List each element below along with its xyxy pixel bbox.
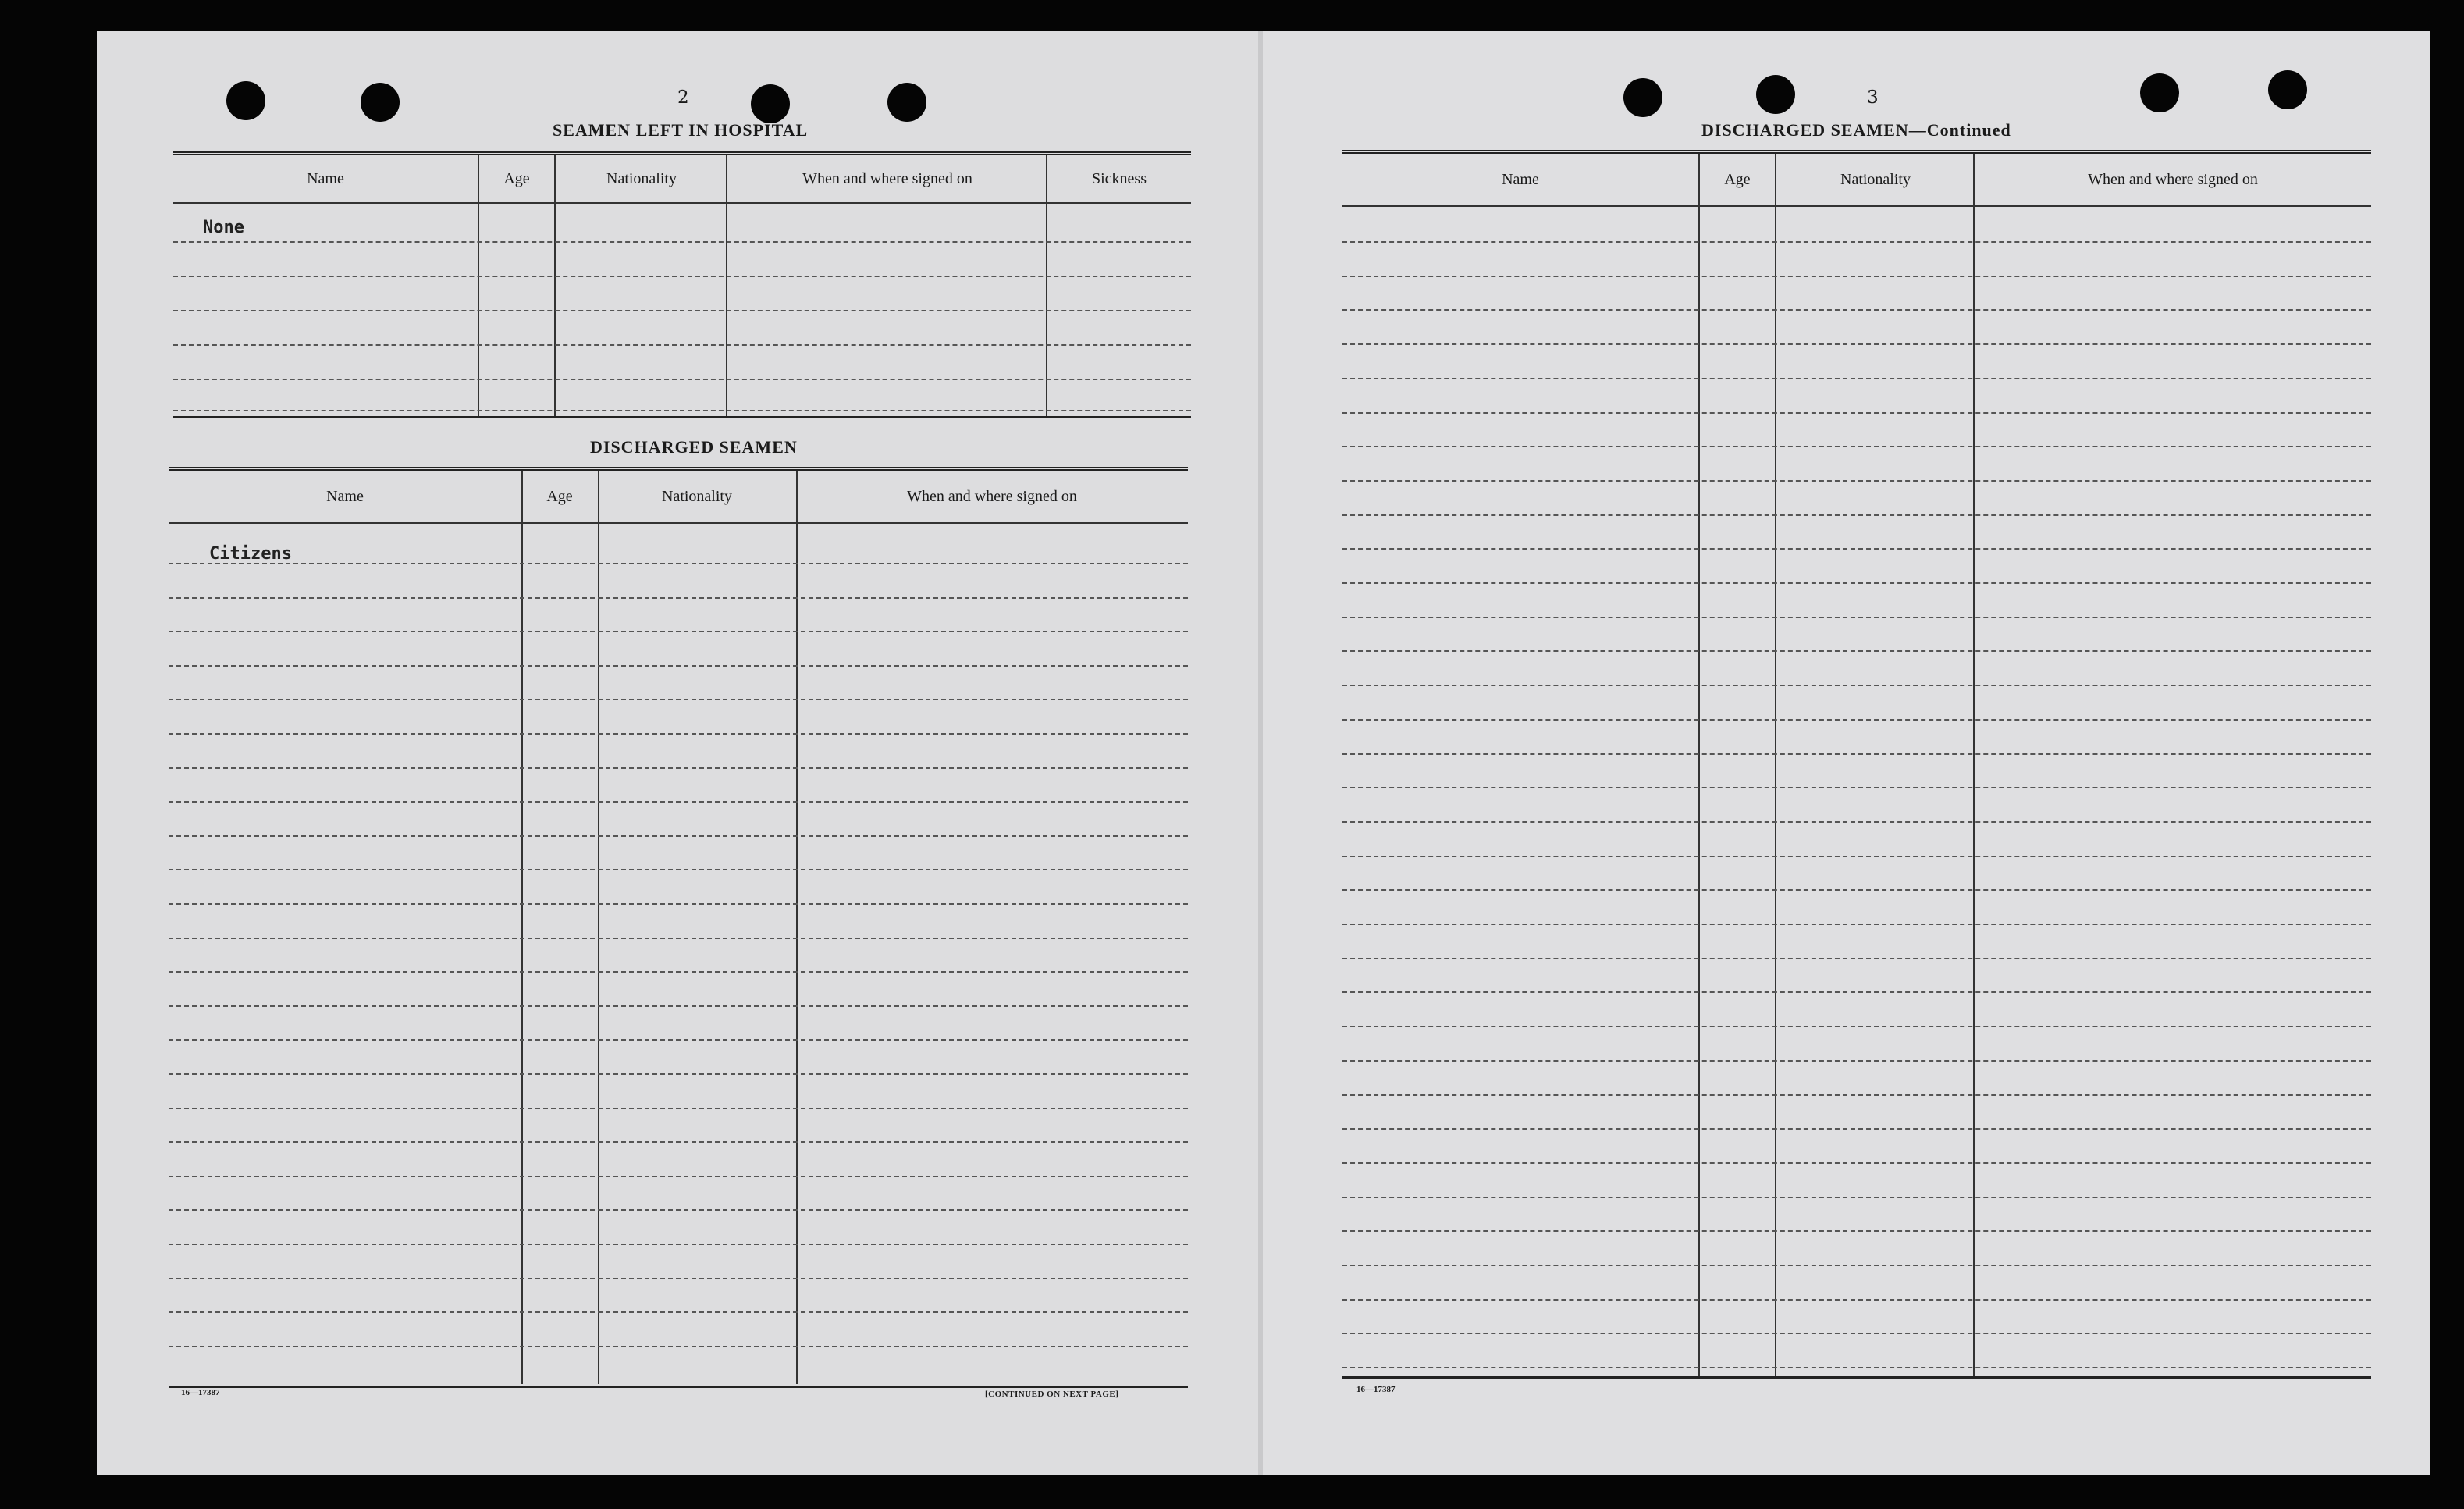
row-line bbox=[169, 835, 1188, 837]
column-divider bbox=[554, 155, 556, 416]
row-line bbox=[1342, 309, 2371, 311]
column-header-name: Name bbox=[307, 169, 344, 187]
table-cell-name: None bbox=[203, 218, 244, 237]
row-line bbox=[173, 241, 1191, 243]
row-line bbox=[169, 563, 1188, 564]
row-line bbox=[1342, 821, 2371, 823]
punch-hole bbox=[887, 83, 926, 122]
left-form-code: 16—17387 bbox=[181, 1388, 220, 1397]
row-line bbox=[173, 310, 1191, 311]
column-header-name: Name bbox=[326, 487, 364, 505]
page-gutter bbox=[1258, 31, 1263, 1475]
column-divider bbox=[1775, 154, 1776, 1376]
column-divider bbox=[1046, 155, 1047, 416]
row-line bbox=[169, 1005, 1188, 1007]
hospital-table-header bbox=[173, 155, 1191, 204]
row-line bbox=[169, 767, 1188, 769]
row-line bbox=[1342, 378, 2371, 379]
row-line bbox=[1342, 650, 2371, 652]
column-header-signed-on: When and where signed on bbox=[802, 169, 972, 187]
row-line bbox=[169, 1346, 1188, 1347]
column-header-signed-on: When and where signed on bbox=[907, 487, 1077, 505]
column-header-age: Age bbox=[546, 487, 573, 505]
row-line bbox=[173, 276, 1191, 277]
row-line bbox=[1342, 685, 2371, 686]
row-line bbox=[1342, 753, 2371, 755]
row-line bbox=[1342, 1094, 2371, 1096]
row-line bbox=[173, 379, 1191, 380]
column-header-signed-on: When and where signed on bbox=[2088, 170, 2258, 188]
right-page-number: 3 bbox=[1867, 87, 1879, 108]
punch-hole bbox=[1756, 75, 1795, 114]
row-line bbox=[1342, 548, 2371, 550]
right-form-code: 16—17387 bbox=[1356, 1385, 1396, 1394]
row-line bbox=[169, 665, 1188, 667]
discharged-continued-table bbox=[1342, 150, 2371, 1381]
row-line bbox=[173, 410, 1191, 411]
discharged-continued-header bbox=[1342, 154, 2371, 207]
left-page-number: 2 bbox=[677, 87, 689, 108]
row-line bbox=[1342, 856, 2371, 857]
row-line bbox=[169, 1311, 1188, 1313]
punch-hole bbox=[751, 84, 790, 123]
row-line bbox=[169, 733, 1188, 735]
table-bottom-rule bbox=[173, 416, 1191, 418]
continued-note: [CONTINUED ON NEXT PAGE] bbox=[985, 1390, 1119, 1399]
row-line bbox=[1342, 889, 2371, 891]
row-line bbox=[1342, 958, 2371, 959]
column-header-nationality: Nationality bbox=[1840, 170, 1911, 188]
row-line bbox=[1342, 1299, 2371, 1301]
row-line bbox=[173, 344, 1191, 346]
row-line bbox=[1342, 787, 2371, 788]
column-divider bbox=[726, 155, 727, 416]
punch-hole bbox=[226, 81, 265, 120]
row-line bbox=[169, 1244, 1188, 1245]
discharged-table-header bbox=[169, 471, 1188, 524]
column-header-name: Name bbox=[1502, 170, 1539, 188]
row-line bbox=[169, 1176, 1188, 1177]
row-line bbox=[1342, 1128, 2371, 1130]
hospital-table bbox=[173, 151, 1191, 421]
row-line bbox=[1342, 412, 2371, 414]
table-bottom-rule bbox=[169, 1386, 1188, 1388]
column-divider bbox=[598, 471, 599, 1384]
row-line bbox=[1342, 1197, 2371, 1198]
right-section-title: DISCHARGED SEAMEN—Continued bbox=[1701, 120, 2011, 140]
row-line bbox=[169, 869, 1188, 870]
discharged-section-title: DISCHARGED SEAMEN bbox=[590, 437, 798, 457]
column-header-age: Age bbox=[503, 169, 530, 187]
discharged-table bbox=[169, 467, 1188, 1390]
punch-hole bbox=[361, 83, 400, 122]
row-line bbox=[1342, 991, 2371, 993]
column-divider bbox=[796, 471, 798, 1384]
row-line bbox=[1342, 241, 2371, 243]
row-line bbox=[1342, 617, 2371, 618]
row-line bbox=[1342, 1060, 2371, 1062]
row-line bbox=[169, 699, 1188, 700]
column-divider bbox=[1973, 154, 1975, 1376]
row-line bbox=[169, 1108, 1188, 1109]
row-line bbox=[169, 1039, 1188, 1041]
column-header-age: Age bbox=[1724, 170, 1751, 188]
row-line bbox=[1342, 719, 2371, 721]
row-line bbox=[1342, 1162, 2371, 1164]
row-line bbox=[169, 1073, 1188, 1075]
row-line bbox=[169, 903, 1188, 905]
punch-hole bbox=[2268, 70, 2307, 109]
row-line bbox=[169, 597, 1188, 599]
hospital-section-title: SEAMEN LEFT IN HOSPITAL bbox=[553, 120, 809, 140]
row-line bbox=[1342, 514, 2371, 516]
row-line bbox=[169, 971, 1188, 973]
row-line bbox=[1342, 446, 2371, 447]
row-line bbox=[169, 631, 1188, 632]
punch-hole bbox=[1623, 78, 1662, 117]
column-divider bbox=[478, 155, 479, 416]
column-header-nationality: Nationality bbox=[662, 487, 732, 505]
row-line bbox=[1342, 1333, 2371, 1334]
column-divider bbox=[521, 471, 523, 1384]
table-cell-name: Citizens bbox=[209, 544, 292, 564]
row-line bbox=[1342, 924, 2371, 925]
row-line bbox=[1342, 343, 2371, 345]
column-header-sickness: Sickness bbox=[1092, 169, 1147, 187]
column-divider bbox=[1698, 154, 1700, 1376]
row-line bbox=[1342, 582, 2371, 584]
row-line bbox=[169, 938, 1188, 939]
row-line bbox=[1342, 1230, 2371, 1232]
row-line bbox=[1342, 1265, 2371, 1266]
row-line bbox=[1342, 1367, 2371, 1368]
punch-hole bbox=[2140, 73, 2179, 112]
row-line bbox=[169, 1278, 1188, 1279]
column-header-nationality: Nationality bbox=[606, 169, 677, 187]
row-line bbox=[1342, 1026, 2371, 1027]
table-bottom-rule bbox=[1342, 1376, 2371, 1379]
row-line bbox=[1342, 276, 2371, 277]
row-line bbox=[169, 801, 1188, 803]
row-line bbox=[169, 1141, 1188, 1143]
row-line bbox=[1342, 480, 2371, 482]
row-line bbox=[169, 1209, 1188, 1211]
